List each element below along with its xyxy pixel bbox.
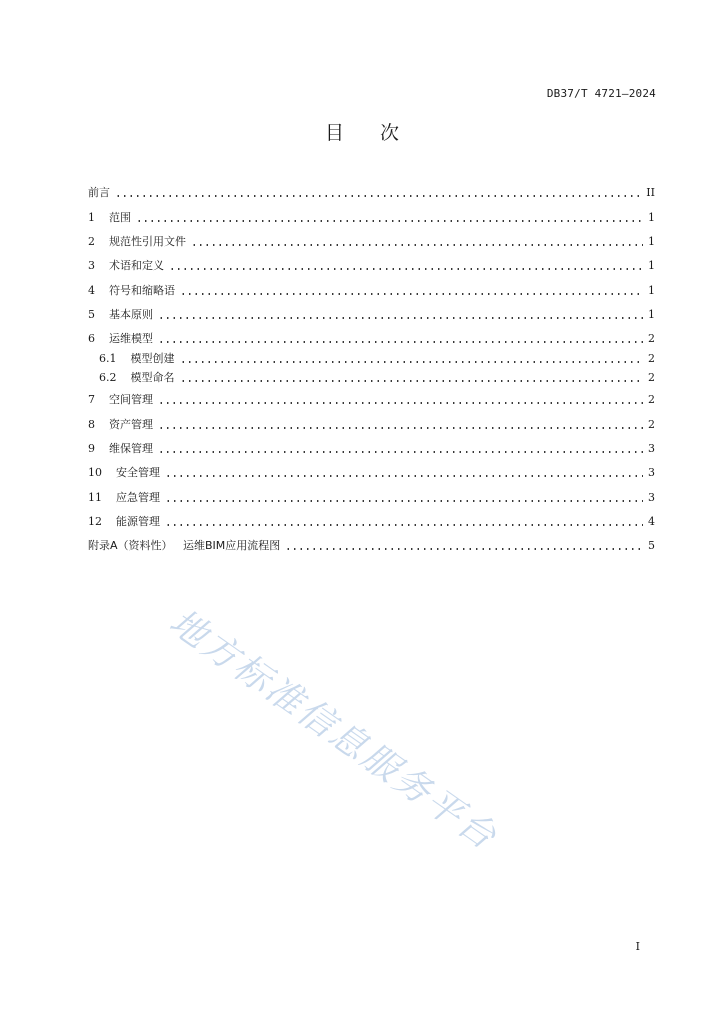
toc-entry[interactable] [88,280,655,298]
toc-entry-page: II [646,186,655,199]
watermark-text: 地方标准信息服务平台 [161,601,505,859]
toc-entry-page: 3 [648,491,655,504]
toc-entry-number: 6.2 [99,371,117,384]
toc-entry-label: 基本原则 [109,308,153,321]
toc-entry-number: 1 [88,211,95,224]
toc-entry-label: 范围 [109,211,131,224]
toc-entry-number: 6 [88,332,95,345]
toc-entry[interactable] [88,231,655,249]
toc-entry-page: 1 [648,211,655,224]
document-code: DB37/T 4721—2024 [546,87,656,100]
toc-entry-page: 2 [648,393,655,406]
toc-dot-leader [169,262,643,270]
toc-entry[interactable] [88,182,655,200]
toc-entry-label: 能源管理 [116,515,160,528]
toc-entry-page: 2 [648,418,655,431]
toc-entry-label: 运维模型 [109,332,153,345]
toc-entry-page: 3 [648,442,655,455]
toc-entry-label: 应急管理 [116,491,160,504]
page-number: I [635,940,640,953]
toc-entry-page: 1 [648,235,655,248]
toc-entry-page: 1 [648,284,655,297]
toc-entry-number: 2 [88,235,95,248]
toc-dot-leader [180,287,643,295]
toc-entry-page: 2 [648,332,655,345]
toc-entry-page: 3 [648,466,655,479]
toc-entry[interactable] [88,438,655,456]
toc-entry[interactable] [88,511,655,529]
toc-entry[interactable] [88,414,655,432]
toc-entry-number: 9 [88,442,95,455]
toc-entry-page: 1 [648,308,655,321]
toc-dot-leader [158,335,643,343]
toc-dot-leader [158,311,643,319]
toc-entry[interactable] [88,535,655,553]
toc-subentry[interactable] [99,348,655,366]
toc-entry[interactable] [88,207,655,225]
toc-entry-number: 7 [88,393,95,406]
toc-dot-leader [158,445,643,453]
toc-dot-leader [285,542,643,550]
toc-entry-label: 附录A（资料性） 运维BIM应用流程图 [88,539,281,552]
toc-entry-number: 12 [88,515,102,528]
toc-dot-leader [180,355,644,363]
toc-entry[interactable] [88,462,655,480]
toc-title: 目次 [324,122,435,144]
toc-dot-leader [115,189,642,197]
toc-entry-label: 符号和缩略语 [109,284,175,297]
toc-entry-label: 模型命名 [130,371,175,384]
toc-entry-label: 前言 [88,186,110,199]
toc-entry-label: 模型创建 [130,352,175,365]
toc-entry-label: 术语和定义 [109,259,164,272]
toc-dot-leader [158,421,643,429]
toc-entry-label: 维保管理 [109,442,153,455]
toc-entry-label: 安全管理 [116,466,160,479]
toc-entry-label: 空间管理 [109,393,153,406]
toc-entry-page: 2 [648,371,655,384]
toc-dot-leader [158,396,643,404]
toc-entry-label: 规范性引用文件 [109,235,186,248]
toc-entry-number: 10 [88,466,102,479]
toc-dot-leader [165,518,643,526]
toc-dot-leader [165,494,643,502]
toc-entry-page: 4 [648,515,655,528]
toc-subentry[interactable] [99,367,655,385]
toc-entry[interactable] [88,255,655,273]
toc-entry-number: 11 [88,491,102,504]
toc-dot-leader [136,214,643,222]
toc-entry-number: 5 [88,308,95,321]
toc-dot-leader [165,469,643,477]
toc-dot-leader [180,374,644,382]
toc-entry-page: 1 [648,259,655,272]
toc-dot-leader [191,238,643,246]
toc-entry-number: 6.1 [99,352,117,365]
toc-entry-label: 资产管理 [109,418,153,431]
toc-entry-page: 2 [648,352,655,365]
toc-entry[interactable] [88,389,655,407]
toc-entry-page: 5 [648,539,655,552]
toc-entry[interactable] [88,487,655,505]
toc-entry[interactable] [88,304,655,322]
toc-entry[interactable] [88,328,655,346]
toc-entry-number: 4 [88,284,95,297]
toc-entry-number: 3 [88,259,95,272]
toc-entry-number: 8 [88,418,95,431]
